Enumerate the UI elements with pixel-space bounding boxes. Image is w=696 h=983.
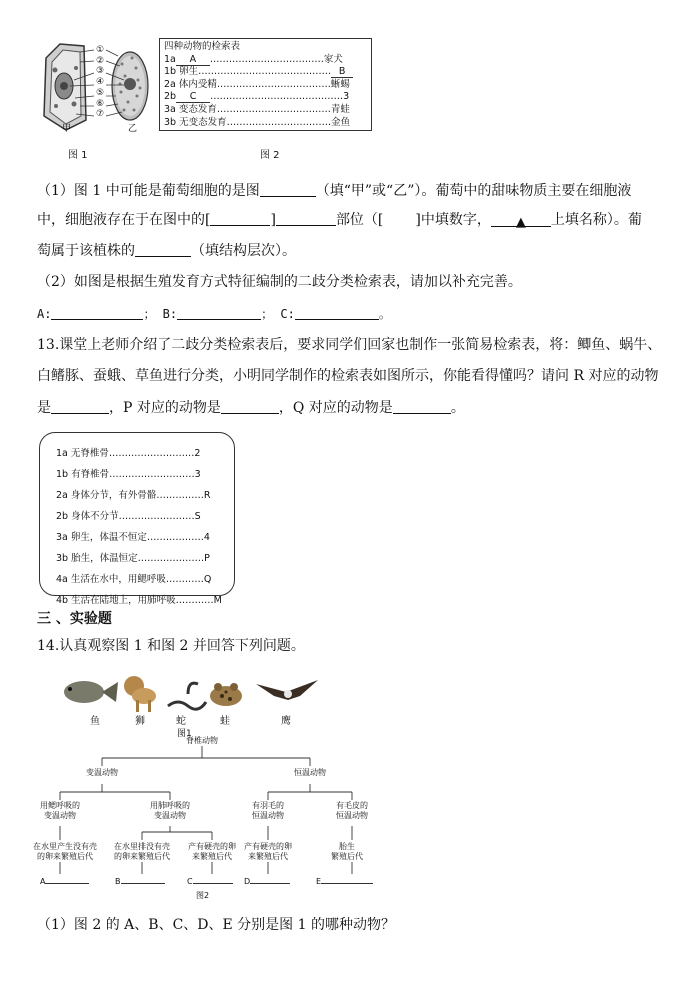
answer-c[interactable]	[295, 305, 379, 320]
key-table-title: 四种动物的检索表	[164, 41, 241, 52]
tree-leaf-a: 在水里产生没有壳 的卵来繁殖后代	[33, 842, 97, 861]
snake-icon	[168, 683, 206, 709]
answer-q[interactable]	[393, 399, 451, 414]
label-4: ④	[96, 77, 105, 88]
fig14-1-caption: 图1	[177, 729, 192, 739]
cell-part-labels	[96, 45, 104, 120]
animals-illustration	[60, 670, 322, 714]
triangle-icon: ▲	[515, 215, 526, 230]
tree-lung-breathing: 用肺呼吸的 变温动物	[150, 801, 190, 820]
tree-leaf-e: 胎生 繁殖后代	[331, 842, 363, 861]
tree-gill-breathing: 用鳃呼吸的 变温动物	[40, 801, 80, 820]
q14-prompt: 14.认真观察图 1 和图 2 并回答下列问题。	[37, 638, 305, 654]
blank-letter-a[interactable]: A	[40, 877, 89, 887]
label-2: ②	[96, 55, 105, 66]
key-row-1b: 1b 卵生…………………………………… B	[164, 66, 371, 79]
frog-icon	[210, 683, 242, 706]
q1-line1: （1）图 1 中可能是葡萄细胞的是图 （填“甲”或“乙”）。葡萄中的甜味物质主要在细胞液	[37, 183, 632, 199]
fig14-2-caption: 图2	[196, 891, 210, 900]
blank-fig[interactable]	[260, 182, 316, 197]
blank-num1[interactable]	[210, 211, 270, 226]
key2-row: 4b 生活在陆地上，用肺呼吸…………M	[56, 595, 222, 606]
answer-p[interactable]	[221, 399, 279, 414]
animal-label-lion: 狮	[135, 716, 145, 727]
tree-furred: 有毛皮的 恒温动物	[336, 801, 368, 820]
key-row-2b: 2b C ……………………………………3	[164, 91, 350, 103]
key2-row: 2a 身体分节，有外骨骼……………R	[56, 490, 211, 501]
fish-icon	[64, 681, 118, 703]
blank-level[interactable]	[135, 242, 191, 257]
blank-name1[interactable]	[276, 211, 336, 226]
answer-a[interactable]	[51, 305, 143, 320]
label-7: ⑦	[96, 109, 105, 120]
key-row-2a: 2a 体内受精………………………………蜥蜴	[164, 78, 350, 90]
blank-letter-b[interactable]: B	[115, 877, 165, 887]
q1-line4: （2）如图是根据生殖发育方式特征编制的二歧分类检索表，请加以补充完善。	[37, 274, 522, 290]
cell-yi-label: 乙	[128, 124, 138, 134]
tree-root: 脊椎动物	[186, 736, 218, 745]
key2-row: 1b 有脊椎骨………………………3	[56, 469, 201, 480]
lion-icon	[124, 676, 156, 712]
q13-line3: 是 ，P 对应的动物是 ，Q 对应的动物是 。	[37, 400, 465, 416]
key2-row: 4a 生活在水中，用鳃呼吸…………Q	[56, 574, 212, 585]
blank-letter-d[interactable]: D	[244, 877, 290, 887]
tree-leaf-c: 产有硬壳的卵 来繁殖后代	[188, 842, 236, 861]
key-row-3b: 3b 无变态发育……………………………金鱼	[164, 116, 351, 128]
animal-key-table	[159, 38, 372, 131]
key2-row: 2b 身体不分节……………………S	[56, 511, 201, 522]
blank-name2[interactable]	[491, 212, 551, 230]
q14-sub1: （1）图 2 的 A、B、C、D、E 分别是图 1 的哪种动物？	[37, 917, 395, 933]
answer-r[interactable]	[51, 399, 109, 414]
fig1-caption: 图 1	[68, 150, 88, 161]
key-row-3a: 3a 变态发育………………………………青蛙	[164, 103, 350, 115]
animal-label-frog: 蛙	[220, 716, 230, 727]
blank-letter-e[interactable]: E	[316, 877, 373, 887]
tree-leaf-d: 产有硬壳的卵 来繁殖后代	[244, 842, 292, 861]
answer-b[interactable]	[177, 305, 261, 320]
q1-answers: A: ； B: ； C: 。	[37, 307, 391, 321]
q13-line2: 白鳍豚、蚕蛾、草鱼进行分类，小明同学制作的检索表如图所示，你能看得懂吗？请问 R 对应的动物	[37, 368, 659, 384]
key2-row: 3b 胎生，体温恒定…………………P	[56, 553, 210, 564]
cell-jia-label: 甲	[62, 124, 72, 134]
animal-label-fish: 鱼	[90, 716, 100, 727]
key2-row: 1a 无脊椎骨………………………2	[56, 448, 201, 459]
q1-line2: 中，细胞液存在于在图中的[ ] 部位（[ ]中填数字， ▲ 上填名称）。葡	[37, 212, 642, 230]
label-1: ①	[96, 45, 105, 55]
q13-line1: 13.课堂上老师介绍了二歧分类检索表后，要求同学们回家也制作一张简易检索表，将：鲫鱼、蜗牛、	[37, 337, 662, 353]
label-6: ⑥	[96, 98, 105, 109]
key2-row: 3a 卵生，体温不恒定………………4	[56, 532, 210, 543]
section-heading: 三 、实验题	[37, 611, 112, 627]
tree-leaf-b: 在水里排没有壳 的卵来繁殖后代	[114, 842, 170, 861]
tree-feathered: 有羽毛的 恒温动物	[252, 801, 284, 820]
blank-letter-c[interactable]: C	[187, 877, 233, 887]
eagle-icon	[256, 680, 318, 700]
key-row-1a: 1a A ………………………………家犬	[164, 53, 343, 65]
q1-line3: 萄属于该植株的 （填结构层次）。	[37, 243, 296, 259]
animal-label-snake: 蛇	[176, 716, 186, 727]
q13-key-box	[39, 432, 235, 606]
tree-warm-blooded: 恒温动物	[294, 768, 326, 777]
animal-label-eagle: 鹰	[281, 716, 291, 727]
fig2-caption: 图 2	[260, 150, 280, 161]
tree-cold-blooded: 变温动物	[86, 768, 118, 777]
label-5: ⑤	[96, 87, 105, 98]
label-3: ③	[96, 66, 105, 77]
